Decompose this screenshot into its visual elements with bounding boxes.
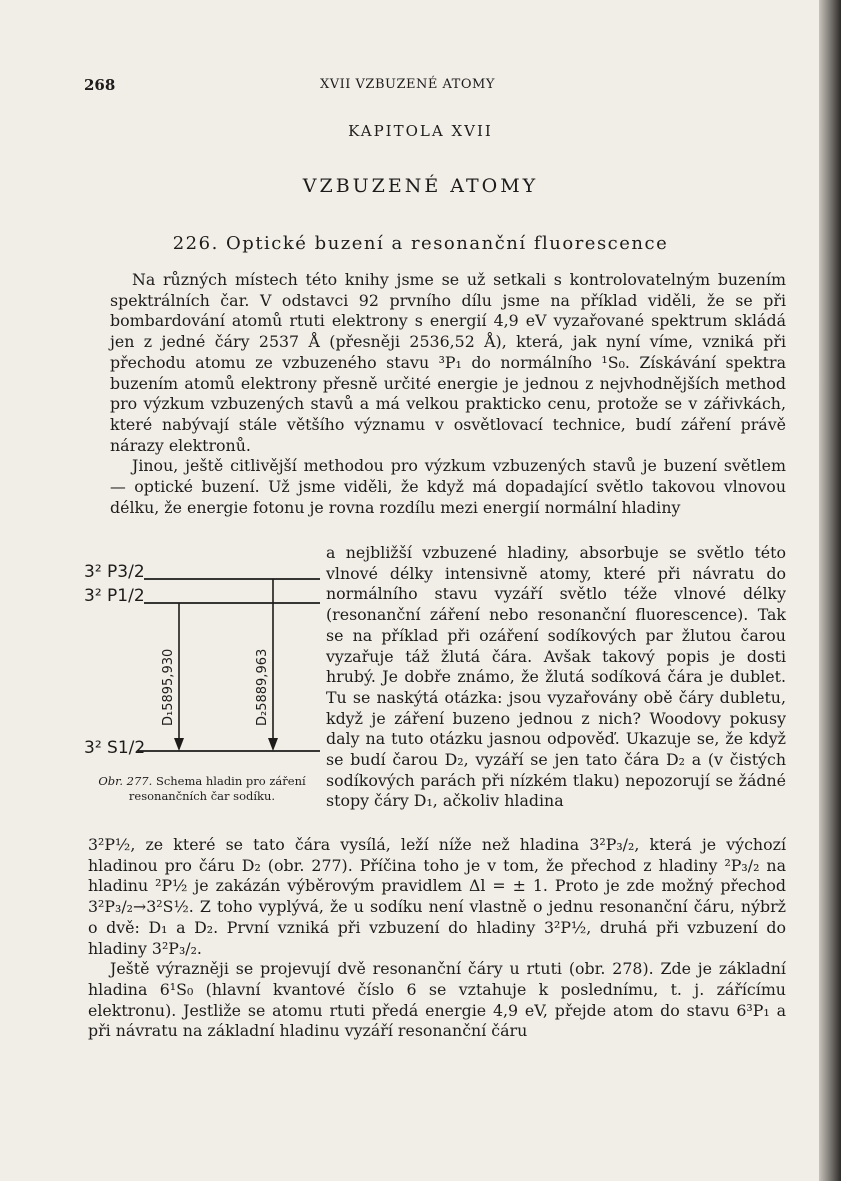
transition-d2-arrow [268, 738, 278, 751]
paragraph-2: Jinou, ještě citlivější methodou pro výzkum vzbuzených stavů je buzení světlem — optické buzení. Už jsme viděli, že když má dopadající světlo takovou vlnovou délku, že energie fotonu je rovna rozdílu mezi energií normální hladiny [110, 456, 786, 517]
figure-277 [84, 548, 322, 838]
level-label-p32: 3² P3/2 [84, 562, 145, 582]
body-upper [110, 270, 786, 518]
figure-caption [84, 774, 320, 803]
page-number: 268 [84, 76, 116, 94]
body-lower [88, 835, 786, 1042]
wavelength-d2: D₂5889,963 [255, 648, 270, 726]
level-label-p12: 3² P1/2 [84, 586, 145, 606]
paragraph-1: Na různých místech této knihy jsme se už setkali s kontrolovatelným buzením spektrálních čar. V odstavci 92 prvního dílu jsme na příklad viděli, že se při bombardování atomů rtuti elektrony s energií 4,9 eV vyzařované spektrum skládá jen z jedné čáry 2537 Å (přesněji 2536,52 Å), která, jak nyní víme, vzniká při přechodu atomu ze vzbuzeného stavu ³P₁ do normálního ¹S₀. Získávání spektra buzením atomů elektrony přesně určité energie je jednou z nejvhodnějších method pro výzkum vzbuzených stavů a má velkou prakticko cenu, protože se v zářivkách, které nabývají stále většího významu v osvětlovací technice, budí záření právě nárazy elektronů. [110, 270, 786, 455]
paragraph-4: Ještě výrazněji se projevují dvě resonanční čáry u rtuti (obr. 278). Zde je základní hladina 6¹S₀ (hlavní kvantové číslo 6 se vztahuje k poslednímu, t. j. zářícímu elektronu). Jestliže se atomu rtuti předá energie 4,9 eV, přejde atom do stavu 6³P₁ a při návratu na základní hladinu vyzáří resonanční čáru [88, 959, 786, 1041]
caption-text: Schema hladin pro záření resonančních čar sodíku. [128, 774, 306, 803]
chapter-title: VZBUZENÉ ATOMY [302, 175, 539, 197]
wavelength-d1: D₁5895,930 [161, 648, 176, 726]
paragraph-2-continued: a nejbližší vzbuzené hladiny, absorbuje se světlo této vlnové délky intensivně atomy, které při návratu do normálního stavu vyzáří světlo téže vlnové délky (resonanční záření nebo resonanční fluorescence). Tak se na příklad při ozáření sodíkových par žlutou čarou vyzařuje táž žlutá čára. Avšak takový popis je dosti hrubý. Je dobře známo, že žlutá sodíková čára je dublet. Tu se naskýtá otázka: jsou vyzařovány obě čáry dubletu, když je záření buzeno jednou z nich? Woodovy pokusy daly na tuto otázku jasnou odpověď. Ukazuje se, že když se budí čarou D₂, vyzáří se jen tato čára D₂ a (v čistých sodíkových parách při nízkém tlaku) nepozorují se žádné stopy čáry D₁, ačkoliv hladina [326, 543, 786, 811]
body-beside-figure [326, 543, 786, 812]
level-label-s12: 3² S1/2 [84, 738, 146, 758]
chapter-label: KAPITOLA XVII [348, 122, 493, 140]
running-title: XVII VZBUZENÉ ATOMY [320, 77, 495, 92]
section-heading: 226. Optické buzení a resonanční fluorescence [172, 233, 669, 254]
transition-d1-arrow [174, 738, 184, 751]
paragraph-3-continued: 3²P½, ze které se tato čára vysílá, leží níže než hladina 3²P₃/₂, která je výchozí hladinou pro čáru D₂ (obr. 277). Příčina toho je v tom, že přechod z hladiny ²P₃/₂ na hladinu ²P½ je zakázán výběrovým pravidlem Δl = ± 1. Proto je zde možný přechod 3²P₃/₂→3²S½. Z toho vyplývá, že u sodíku není vlastně o jednu resonanční čáru, nýbrž o dvě: D₁ a D₂. První vzniká při vzbuzení do hladiny 3²P½, druhá při vzbuzení do hladiny 3²P₃/₂. [88, 835, 786, 958]
caption-label: Obr. 277. [98, 774, 153, 788]
